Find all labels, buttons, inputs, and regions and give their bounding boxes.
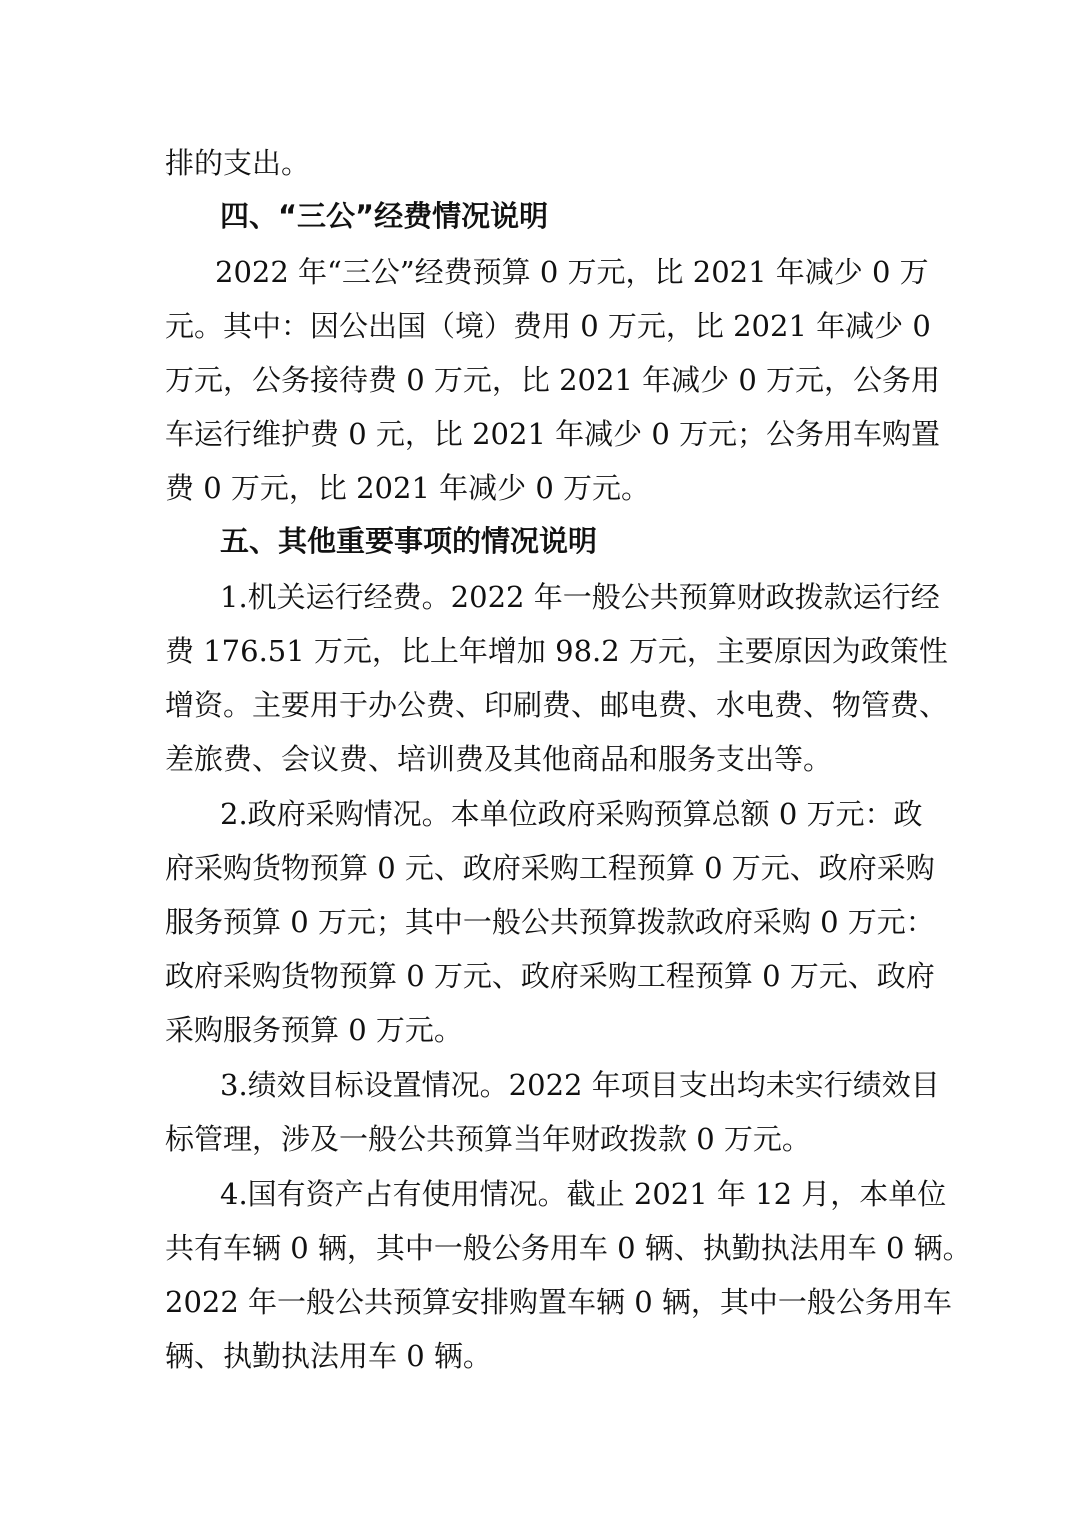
paragraph-line: 标管理，涉及一般公共预算当年财政拨款 0 万元。 [165, 1122, 811, 1156]
paragraph-line: 车运行维护费 0 元，比 2021 年减少 0 万元；公务用车购置 [165, 417, 941, 451]
paragraph-line: 采购服务预算 0 万元。 [165, 1013, 463, 1047]
paragraph-line: 服务预算 0 万元；其中一般公共预算拨款政府采购 0 万元： [165, 905, 935, 939]
paragraph-line: 府采购货物预算 0 元、政府采购工程预算 0 万元、政府采购 [165, 851, 935, 885]
paragraph-line: 费 0 万元，比 2021 年减少 0 万元。 [165, 471, 651, 505]
paragraph-line: 1.机关运行经费。2022 年一般公共预算财政拨款运行经 [220, 580, 940, 614]
paragraph-line: 共有车辆 0 辆，其中一般公务用车 0 辆、执勤执法用车 0 辆。 [165, 1231, 972, 1265]
paragraph-line: 差旅费、会议费、培训费及其他商品和服务支出等。 [165, 742, 833, 776]
paragraph-line: 万元，公务接待费 0 万元，比 2021 年减少 0 万元，公务用 [165, 363, 941, 397]
paragraph-line: 元。其中：因公出国（境）费用 0 万元，比 2021 年减少 0 [165, 309, 931, 343]
section-heading: 四、“三公”经费情况说明 [220, 199, 549, 233]
paragraph-line: 排的支出。 [165, 146, 311, 180]
paragraph-line: 2.政府采购情况。本单位政府采购预算总额 0 万元：政 [220, 797, 923, 831]
paragraph-line: 费 176.51 万元，比上年增加 98.2 万元，主要原因为政策性 [165, 634, 948, 668]
paragraph-line: 增资。主要用于办公费、印刷费、邮电费、水电费、物管费、 [165, 688, 949, 722]
paragraph-line: 2022 年一般公共预算安排购置车辆 0 辆，其中一般公务用车 [165, 1285, 952, 1319]
paragraph-line: 辆、执勤执法用车 0 辆。 [165, 1339, 492, 1373]
paragraph-line: 政府采购货物预算 0 万元、政府采购工程预算 0 万元、政府 [165, 959, 935, 993]
paragraph-line: 2022 年“三公”经费预算 0 万元，比 2021 年减少 0 万 [215, 255, 929, 289]
paragraph-line: 3.绩效目标设置情况。2022 年项目支出均未实行绩效目 [220, 1068, 940, 1102]
paragraph-line: 4.国有资产占有使用情况。截止 2021 年 12 月，本单位 [220, 1177, 947, 1211]
section-heading: 五、其他重要事项的情况说明 [220, 524, 598, 558]
